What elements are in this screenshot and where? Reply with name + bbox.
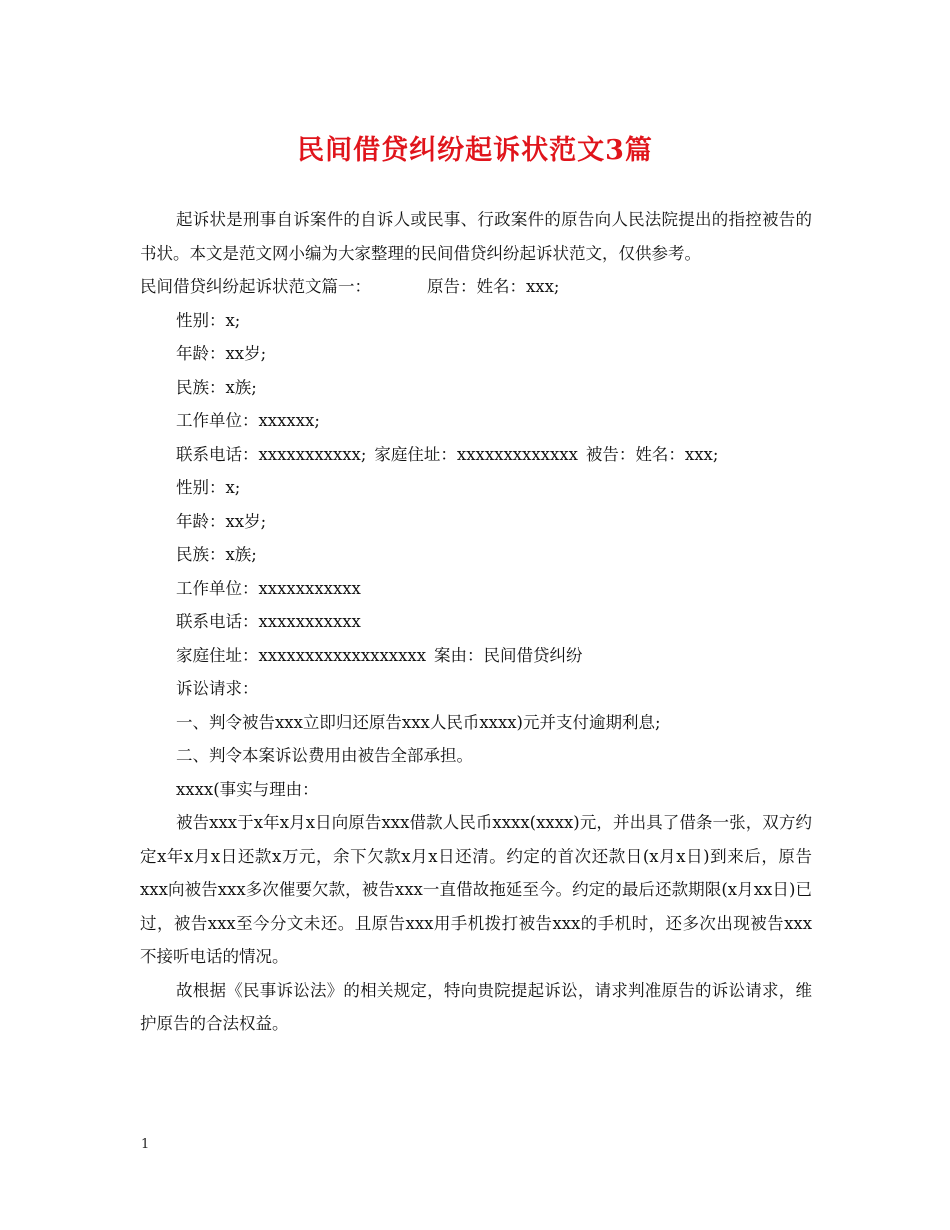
defendant-address: 家庭住址：xxxxxxxxxxxxxxxxxx xyxy=(176,645,426,665)
claim-item: 二、判令本案诉讼费用由被告全部承担。 xyxy=(176,746,473,765)
document-body xyxy=(140,203,812,1041)
plaintiff-gender: 性别：x; xyxy=(176,310,241,330)
section-heading-line xyxy=(140,270,812,304)
defendant-gender: 性别：x; xyxy=(176,478,241,497)
intro-paragraph: 起诉状是刑事自诉案件的自诉人或民事、行政案件的原告向人民法院提出的指控被告的书状。本文是范文网小编为大家整理的民间借贷纠纷起诉状范文，仅供参考。 xyxy=(140,210,812,263)
section-heading: 民间借贷纠纷起诉状范文篇一： xyxy=(140,277,371,296)
conclusion-paragraph: 故根据《民事诉讼法》的相关规定，特向贵院提起诉讼，请求判准原告的诉讼请求，维护原告的合法权益。 xyxy=(140,980,812,1033)
claims-heading: 诉讼请求： xyxy=(176,679,259,698)
plaintiff-work-unit: 工作单位：xxxxxx; xyxy=(176,411,320,430)
facts-paragraph: 被告xxx于x年x月x日向原告xxx借款人民币xxxx(xxxx)元，并出具了借条一张，双方约定x年x月x日还款x万元，余下欠款x月x日还清。约定的首次还款日(x月x日)到来后，原告xxx向被告xxx多次催要欠款，被告xxx一直借故拖延至今。约定的最后还款期限(x月xx日)已过，被告xxx至今分文未还。且原告xxx用手机拨打被告xxx的手机时，还多次出现被告xxx不接听电话的情况。 xyxy=(140,813,812,966)
defendant-age: 年龄：xx岁; xyxy=(176,511,267,531)
plaintiff-contact-line xyxy=(140,438,812,472)
case-cause: 案由：民间借贷纠纷 xyxy=(434,645,583,665)
plaintiff-age: 年龄：xx岁; xyxy=(176,344,267,363)
defendant-work-unit: 工作单位：xxxxxxxxxxx xyxy=(176,578,361,598)
plaintiff-name: 原告：姓名：xxx; xyxy=(427,277,560,296)
page-number: 1 xyxy=(141,1137,150,1152)
defendant-phone: 联系电话：xxxxxxxxxxx xyxy=(176,612,361,631)
defendant-ethnicity: 民族：x族; xyxy=(176,545,257,564)
facts-heading: xxxx(事实与理由： xyxy=(176,779,319,799)
document-title: 民间借贷纠纷起诉状范文3篇 xyxy=(297,135,653,166)
defendant-name: 被告：姓名：xxx; xyxy=(585,444,719,464)
defendant-address-line xyxy=(140,639,812,673)
plaintiff-phone: 联系电话：xxxxxxxxxxx; xyxy=(176,444,367,464)
claim-item: 一、判令被告xxx立即归还原告xxx人民币xxxx)元并支付逾期利息; xyxy=(176,712,661,732)
plaintiff-address: 家庭住址：xxxxxxxxxxxxx xyxy=(374,444,578,464)
plaintiff-ethnicity: 民族：x族; xyxy=(176,377,257,397)
